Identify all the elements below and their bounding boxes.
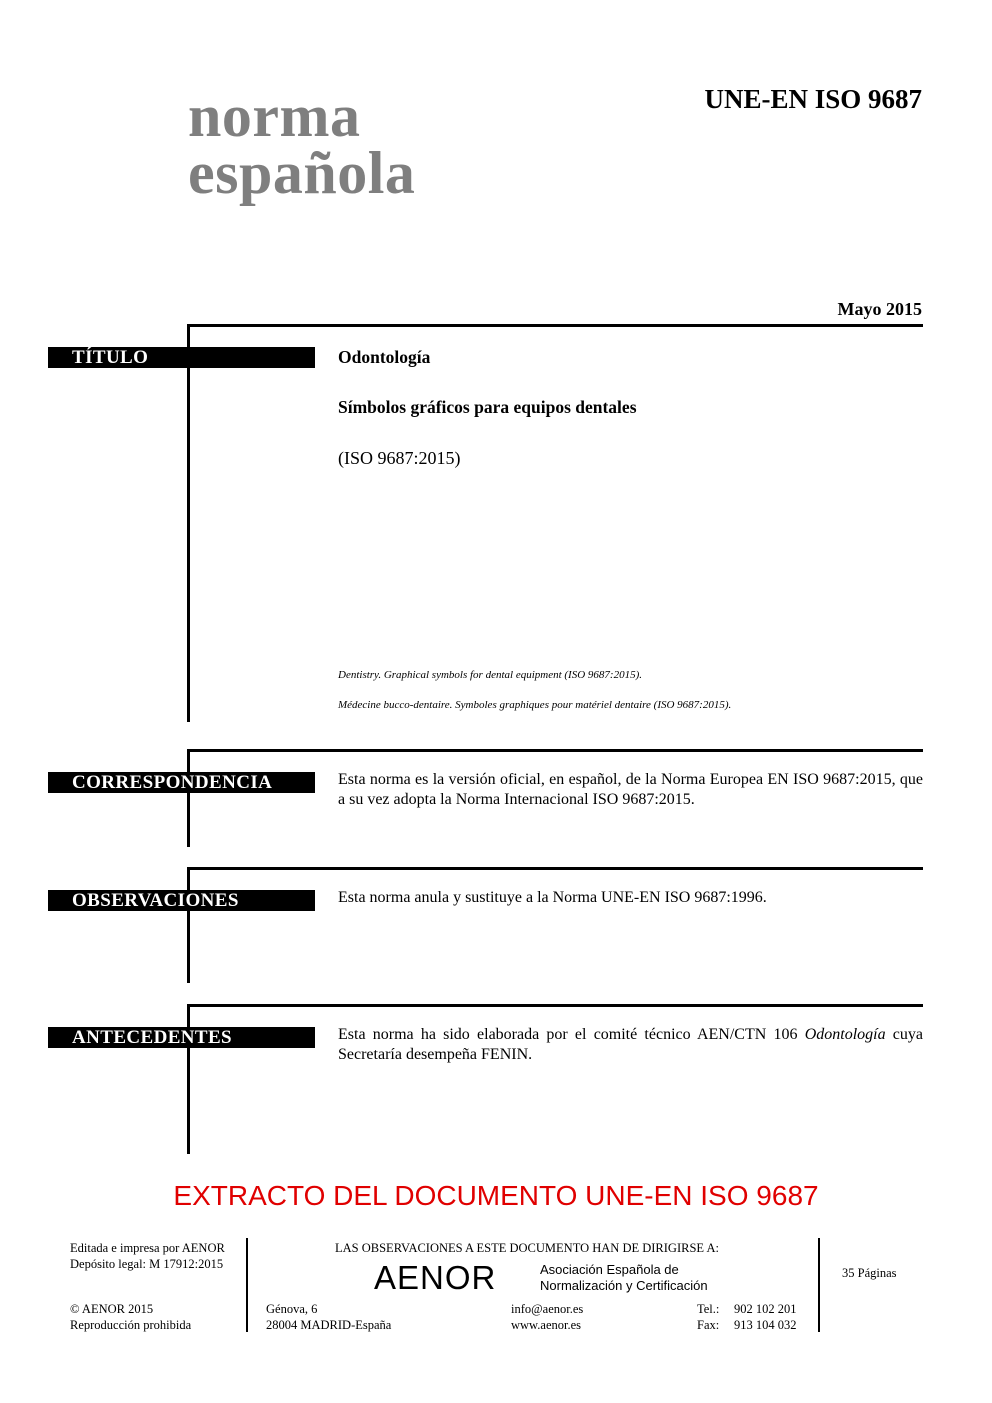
contact-online: [511, 1301, 583, 1333]
observations-note: LAS OBSERVACIONES A ESTE DOCUMENTO HAN DE DIRIGIRSE A:: [335, 1241, 719, 1255]
postal-address: [266, 1301, 391, 1333]
section-divider: [187, 867, 923, 870]
extract-notice: EXTRACTO DEL DOCUMENTO UNE-EN ISO 9687: [173, 1180, 819, 1211]
page-count: 35 Páginas: [842, 1266, 897, 1280]
antecedentes-text-part: cuya Secretaría desempeña FENIN.: [338, 1026, 924, 1063]
document-title: Odontología: [338, 347, 431, 367]
section-divider: [187, 324, 923, 327]
correspondencia-text: Esta norma es la versión oficial, en español, de la Norma Europea EN ISO 9687:2015, que a su vez adopta la Norma Internacional ISO 9687:2015.: [338, 771, 923, 808]
iso-reference: (ISO 9687:2015): [338, 448, 461, 468]
section-divider: [187, 1004, 923, 1007]
address-street: Génova, 6: [266, 1302, 318, 1316]
french-title: Médecine bucco-dentaire. Symboles graphiques pour matériel dentaire (ISO 9687:2015).: [338, 699, 732, 711]
committee-name: Odontología: [804, 1026, 886, 1043]
footer-divider: [818, 1238, 820, 1332]
publication-date: Mayo 2015: [837, 299, 922, 319]
organization-name: [540, 1262, 708, 1294]
website-link[interactable]: www.aenor.es: [511, 1318, 582, 1332]
fax-label: Fax:: [697, 1318, 720, 1332]
brand-line-2: española: [188, 140, 416, 206]
label-titulo: TÍTULO: [48, 347, 315, 368]
org-line-2: Normalización y Certificación: [540, 1278, 708, 1293]
section-divider: [187, 749, 923, 752]
tel-number: 902 102 201: [734, 1302, 797, 1316]
standard-code: UNE-EN ISO 9687: [704, 84, 922, 114]
contact-phone: [697, 1301, 797, 1333]
label-observaciones: OBSERVACIONES: [48, 890, 315, 911]
fax-number: 913 104 032: [734, 1318, 797, 1332]
antecedentes-text-part: Esta norma ha sido elaborada por el comité técnico AEN/CTN 106: [338, 1026, 805, 1043]
aenor-logo: AENOR: [374, 1259, 497, 1296]
legal-deposit: Depósito legal: M 17912:2015: [70, 1257, 224, 1271]
section-vertical-rule: [187, 324, 190, 722]
document-subtitle: Símbolos gráficos para equipos dentales: [338, 397, 637, 417]
section-vertical-rule: [187, 867, 190, 983]
address-city: 28004 MADRID-España: [266, 1318, 392, 1332]
label-antecedentes: ANTECEDENTES: [48, 1027, 315, 1048]
footer-copyright: [70, 1301, 191, 1333]
copyright: © AENOR 2015: [70, 1302, 154, 1316]
observaciones-text: Esta norma anula y sustituye a la Norma UNE-EN ISO 9687:1996.: [338, 889, 767, 906]
footer-publisher: [70, 1240, 225, 1272]
org-line-1: Asociación Española de: [540, 1262, 679, 1277]
antecedentes-text: [338, 1025, 923, 1065]
section-vertical-rule: [187, 749, 190, 847]
english-title: Dentistry. Graphical symbols for dental equipment (ISO 9687:2015).: [338, 669, 642, 681]
tel-label: Tel.:: [697, 1302, 720, 1316]
brand-line-1: norma: [188, 83, 361, 149]
footer-divider: [246, 1238, 248, 1332]
label-correspondencia: CORRESPONDENCIA: [48, 772, 315, 793]
email-link[interactable]: info@aenor.es: [511, 1302, 584, 1316]
reproduction-notice: Reproducción prohibida: [70, 1318, 192, 1332]
edited-by: Editada e impresa por AENOR: [70, 1241, 225, 1255]
